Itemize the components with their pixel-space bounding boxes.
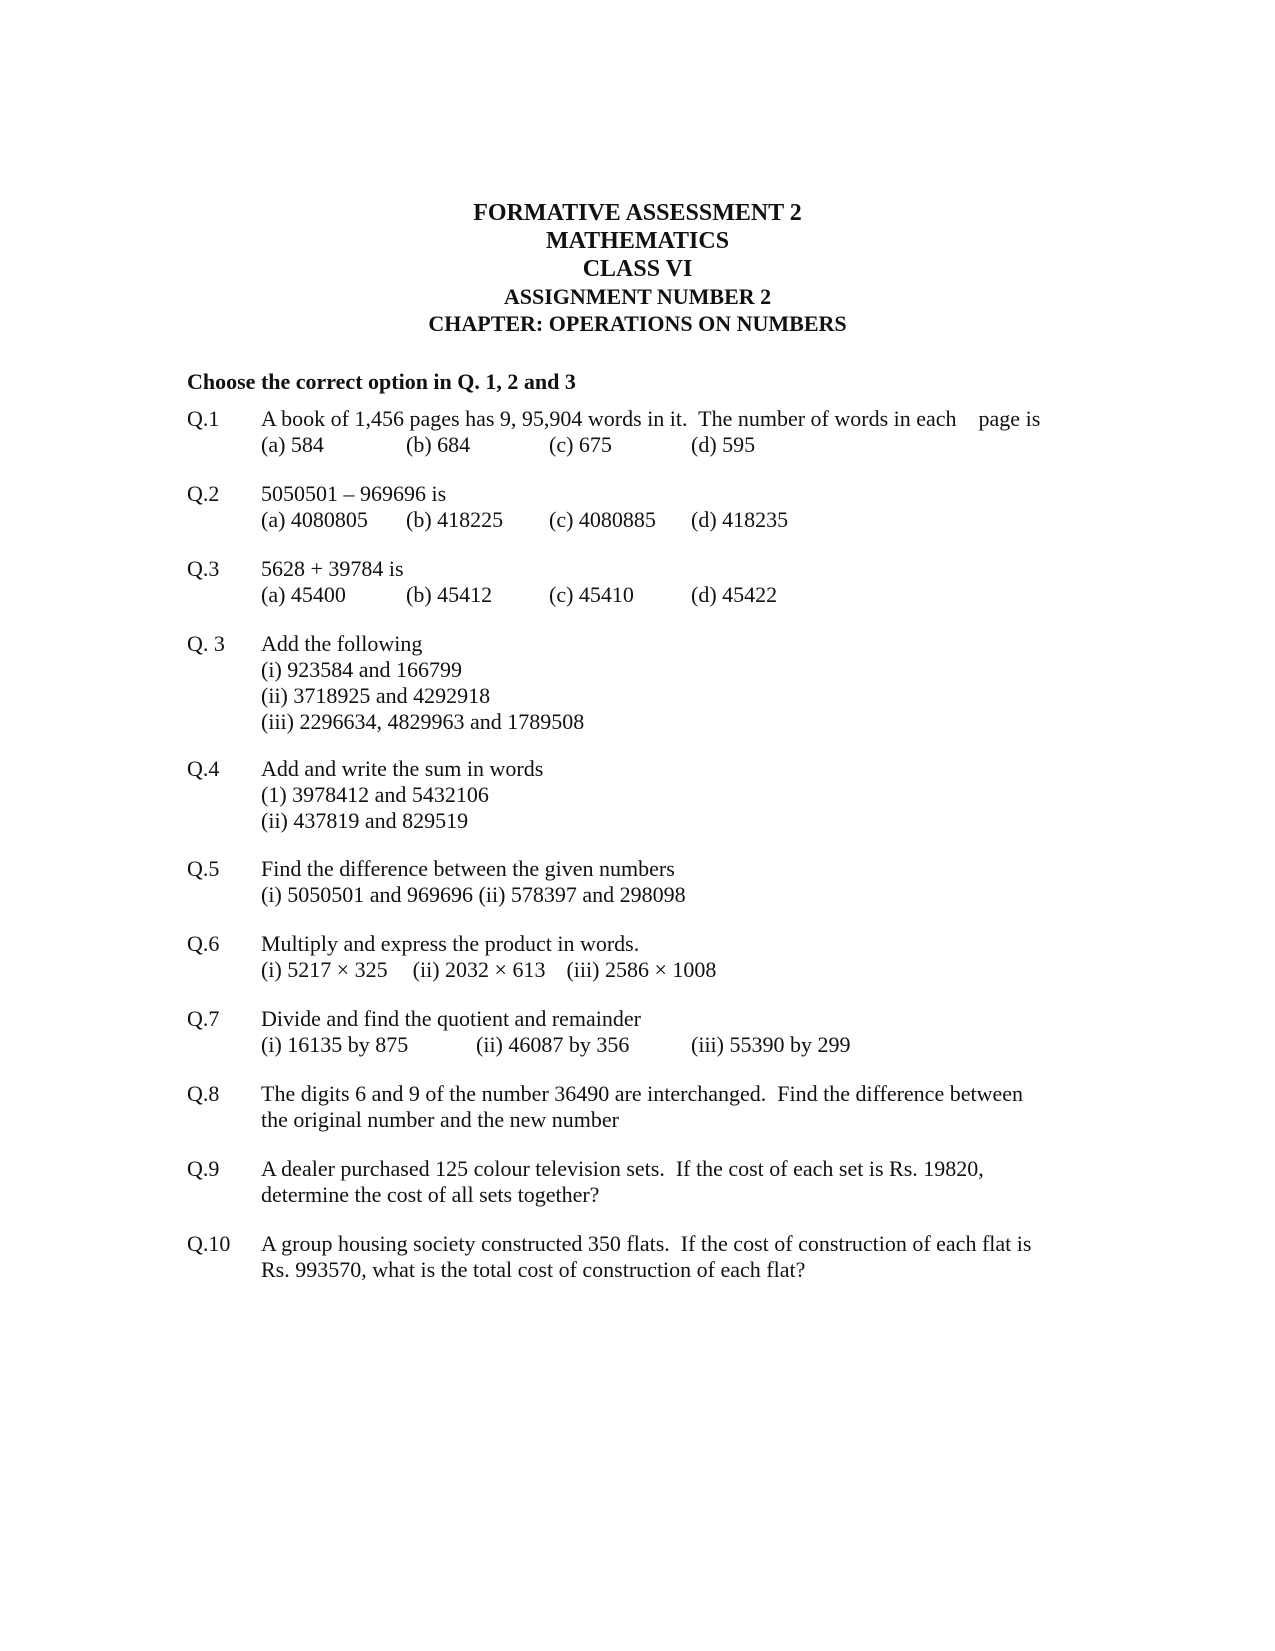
chapter-heading: CHAPTER: OPERATIONS ON NUMBERS <box>428 311 847 336</box>
option-b: (b) 45412 <box>406 582 493 607</box>
document-header <box>0 199 1275 337</box>
question-text: Multiply and express the product in words. <box>261 931 640 956</box>
question-part: (i) 16135 by 875 <box>261 1032 409 1057</box>
question-part: (ii) 578397 and 298098 <box>478 882 686 907</box>
question-number: Q.2 <box>187 481 220 506</box>
question-text: Add and write the sum in words <box>261 756 544 781</box>
question-part: (i) 5050501 and 969696 <box>261 882 474 907</box>
option-b: (b) 418225 <box>406 507 504 532</box>
question-text: A book of 1,456 pages has 9, 95,904 words in it. The number of words in each page is <box>261 406 1041 431</box>
question-text: 5628 + 39784 is <box>261 556 404 581</box>
question-text-line-1: A dealer purchased 125 colour television sets. If the cost of each set is Rs. 19820, <box>261 1156 984 1181</box>
question-text: Add the following <box>261 631 423 656</box>
question-number: Q.9 <box>187 1156 220 1181</box>
question-part: (iii) 2586 × 1008 <box>566 957 717 982</box>
question-part: (ii) 46087 by 356 <box>476 1032 630 1057</box>
question-text: Find the difference between the given numbers <box>261 856 675 881</box>
question-number: Q.7 <box>187 1006 220 1031</box>
option-b: (b) 684 <box>406 432 471 457</box>
question-parts-row <box>261 1032 1081 1058</box>
question-parts-row <box>261 957 1081 983</box>
option-d: (d) 45422 <box>691 582 778 607</box>
question-number: Q.4 <box>187 756 220 781</box>
question-text-line-2: the original number and the new number <box>261 1107 620 1132</box>
question-text-line-2: Rs. 993570, what is the total cost of construction of each flat? <box>261 1257 806 1282</box>
options-row <box>261 582 1081 608</box>
option-a: (a) 584 <box>261 432 324 457</box>
question-text-line-1: A group housing society constructed 350 flats. If the cost of construction of each flat is <box>261 1231 1032 1256</box>
question-parts-row <box>261 882 1081 908</box>
question-part: (ii) 3718925 and 4292918 <box>261 683 491 708</box>
option-d: (d) 418235 <box>691 507 789 532</box>
question-number: Q.8 <box>187 1081 220 1106</box>
document-title: FORMATIVE ASSESSMENT 2 <box>473 200 802 226</box>
question-number: Q.6 <box>187 931 220 956</box>
question-part: (ii) 437819 and 829519 <box>261 808 469 833</box>
options-row <box>261 507 1081 533</box>
question-number: Q.3 <box>187 556 220 581</box>
option-a: (a) 4080805 <box>261 507 368 532</box>
option-a: (a) 45400 <box>261 582 346 607</box>
question-number: Q.10 <box>187 1231 231 1256</box>
option-d: (d) 595 <box>691 432 756 457</box>
question-part: (iii) 2296634, 4829963 and 1789508 <box>261 709 585 734</box>
subject-heading: MATHEMATICS <box>545 228 730 254</box>
class-heading: CLASS VI <box>582 256 693 282</box>
question-text: 5050501 – 969696 is <box>261 481 447 506</box>
option-c: (c) 675 <box>549 432 612 457</box>
question-part: (iii) 55390 by 299 <box>691 1032 851 1057</box>
options-row <box>261 432 1161 458</box>
question-part: (ii) 2032 × 613 <box>412 957 546 982</box>
question-text-line-1: The digits 6 and 9 of the number 36490 are interchanged. Find the difference between <box>261 1081 1024 1106</box>
question-text: Divide and find the quotient and remainder <box>261 1006 641 1031</box>
option-c: (c) 45410 <box>549 582 634 607</box>
question-part: (i) 923584 and 166799 <box>261 657 463 682</box>
question-number: Q.5 <box>187 856 220 881</box>
question-number: Q.1 <box>187 406 220 431</box>
question-text-line-2: determine the cost of all sets together? <box>261 1182 600 1207</box>
assignment-heading: ASSIGNMENT NUMBER 2 <box>503 284 772 309</box>
question-part: (i) 5217 × 325 <box>261 957 388 982</box>
question-part: (1) 3978412 and 5432106 <box>261 782 489 807</box>
question-number: Q. 3 <box>187 631 225 656</box>
instruction-text: Choose the correct option in Q. 1, 2 and 3 <box>187 369 576 394</box>
option-c: (c) 4080885 <box>549 507 656 532</box>
